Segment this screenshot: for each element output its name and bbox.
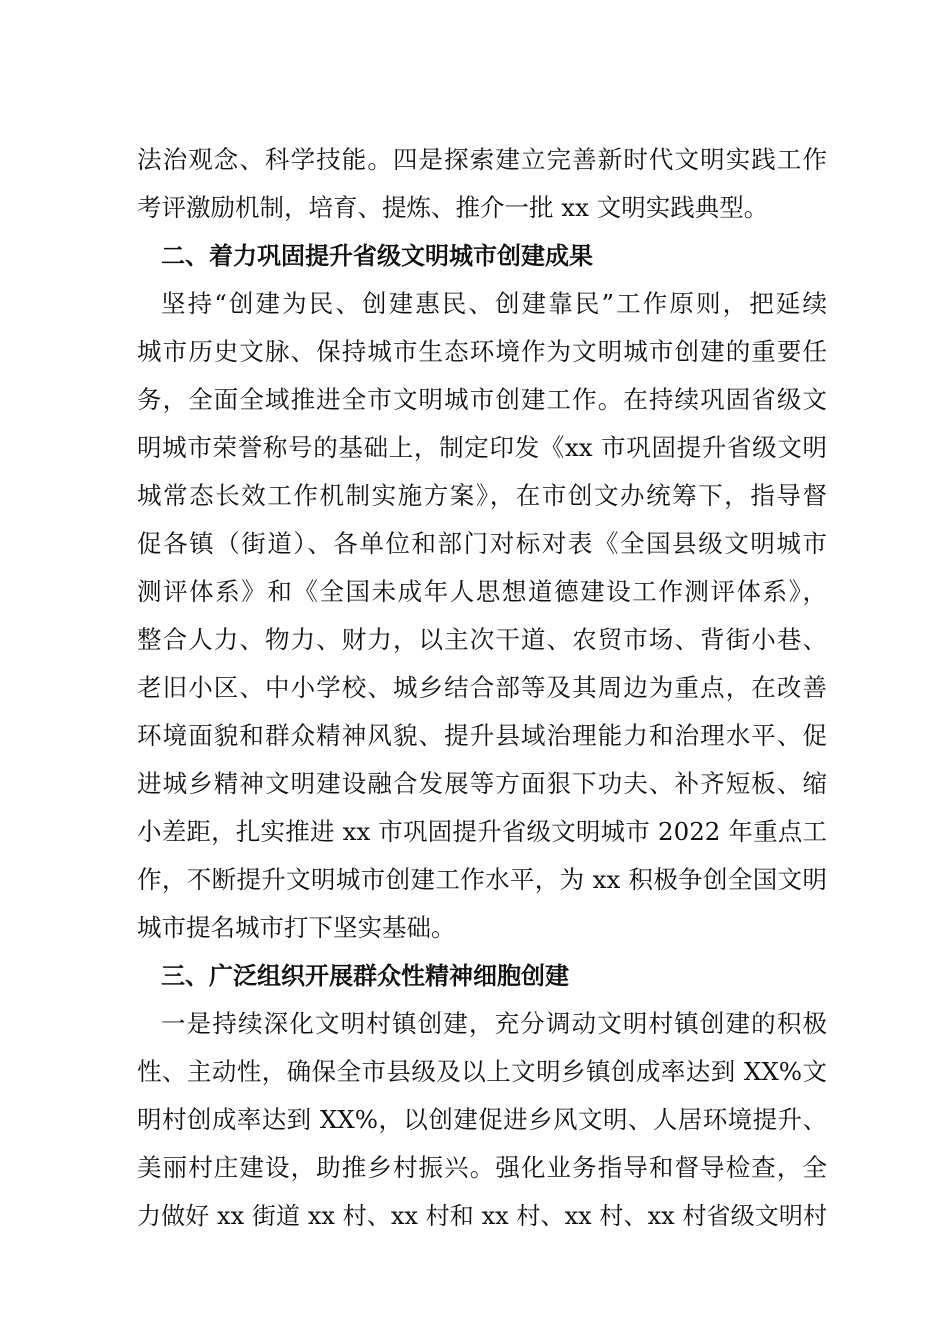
paragraph-line: 城常态长效工作机制实施方案》，在市创文办统筹下，指导督 bbox=[137, 481, 827, 510]
section-heading-2: 二、着力巩固提升省级文明城市创建成果 bbox=[161, 242, 593, 270]
paragraph-line: 务，全面全域推进全市文明城市创建工作。在持续巩固省级文 bbox=[137, 385, 827, 414]
paragraph-line: 考评激励机制，培育、提炼、推介一批 xx 文明实践典型。 bbox=[137, 193, 769, 222]
paragraph-line: 老旧小区、中小学校、城乡结合部等及其周边为重点，在改善 bbox=[137, 673, 827, 702]
paragraph-line: 明村创成率达到 XX%，以创建促进乡风文明、人居环境提升、 bbox=[137, 1105, 827, 1134]
paragraph-line: 性、主动性，确保全市县级及以上文明乡镇创成率达到 XX%文 bbox=[137, 1057, 827, 1086]
paragraph-line: 环境面貌和群众精神风貌、提升县域治理能力和治理水平、促 bbox=[137, 721, 827, 750]
paragraph-line: 进城乡精神文明建设融合发展等方面狠下功夫、补齐短板、缩 bbox=[137, 769, 827, 798]
paragraph-line: 明城市荣誉称号的基础上，制定印发《xx 市巩固提升省级文明 bbox=[137, 433, 827, 462]
paragraph-line: 整合人力、物力、财力，以主次干道、农贸市场、背街小巷、 bbox=[137, 625, 827, 654]
paragraph-line: 城市历史文脉、保持城市生态环境作为文明城市创建的重要任 bbox=[137, 337, 827, 366]
paragraph-line: 小差距，扎实推进 xx 市巩固提升省级文明城市 2022 年重点工 bbox=[137, 817, 827, 846]
paragraph-line: 促各镇（街道）、各单位和部门对标对表《全国县级文明城市 bbox=[137, 529, 827, 558]
paragraph-line: 测评体系》和《全国未成年人思想道德建设工作测评体系》， bbox=[137, 577, 827, 606]
paragraph-line: 坚持“创建为民、创建惠民、创建靠民”工作原则，把延续 bbox=[161, 289, 827, 318]
paragraph-line: 美丽村庄建设，助推乡村振兴。强化业务指导和督导检查，全 bbox=[137, 1153, 827, 1182]
paragraph-line: 城市提名城市打下坚实基础。 bbox=[137, 913, 456, 942]
paragraph-line: 作，不断提升文明城市创建工作水平，为 xx 积极争创全国文明 bbox=[137, 865, 827, 894]
paragraph-line: 法治观念、科学技能。四是探索建立完善新时代文明实践工作 bbox=[137, 145, 827, 174]
section-heading-3: 三、广泛组织开展群众性精神细胞创建 bbox=[161, 962, 569, 990]
paragraph-line: 一是持续深化文明村镇创建，充分调动文明村镇创建的积极 bbox=[161, 1009, 827, 1038]
paragraph-line: 力做好 xx 街道 xx 村、xx 村和 xx 村、xx 村、xx 村省级文明村 bbox=[137, 1202, 827, 1230]
